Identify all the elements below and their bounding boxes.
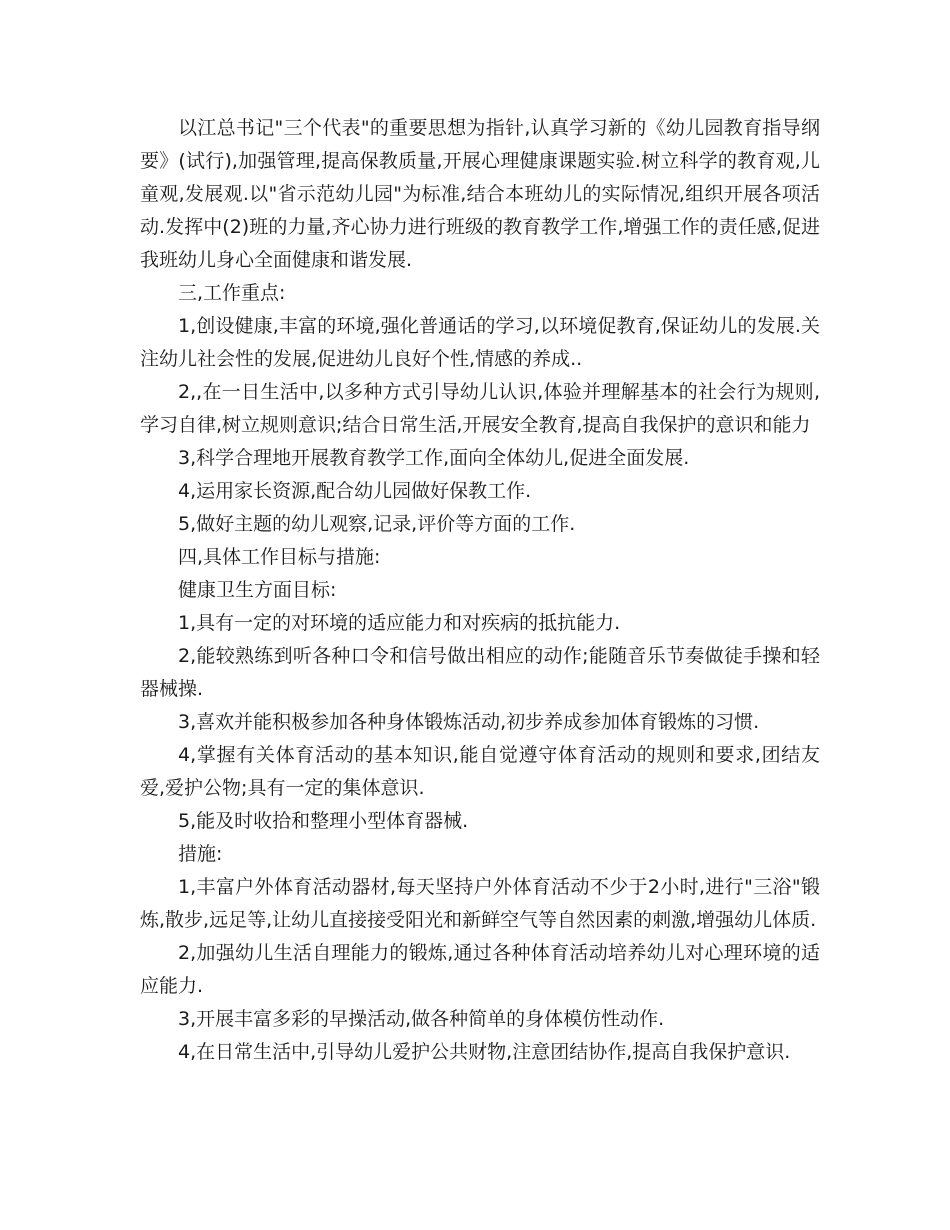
paragraph-goal-1: 1,具有一定的对环境的适应能力和对疾病的抵抗能力. — [178, 612, 621, 634]
heading-measures: 措施: — [178, 843, 223, 865]
paragraph-guiding-principle: 以江总书记"三个代表"的重要思想为指针,认真学习新的《幼儿园教育指导纲要》(试行),加强管理,提高保教质量,开展心理健康课题实验.树立科学的教育观,儿童观,发展观.以"省示范幼儿园"为标准,结合本班幼儿的实际情况,组织开展各项活动.发挥中(2)班的力量,齐心协力进行班级的教育教学工作,增强工作的责任感,促进我班幼儿身心全面健康和谐发展. — [140, 117, 820, 271]
paragraph-measure-1: 1,丰富户外体育活动器材,每天坚持户外体育活动不少于2小时,进行"三浴"锻炼,散步,远足等,让幼儿直接接受阳光和新鲜空气等自然因素的刺激,增强幼儿体质. — [140, 876, 820, 931]
paragraph-measure-3: 3,开展丰富多彩的早操活动,做各种简单的身体模仿性动作. — [178, 1008, 665, 1030]
paragraph-measure-4: 4,在日常生活中,引导幼儿爱护公共财物,注意团结协作,提高自我保护意识. — [178, 1041, 791, 1063]
paragraph-focus-3: 3,科学合理地开展教育教学工作,面向全体幼儿,促进全面发展. — [178, 447, 690, 469]
paragraph-goal-4: 4,掌握有关体育活动的基本知识,能自觉遵守体育活动的规则和要求,团结友爱,爱护公物;具有一定的集体意识. — [140, 744, 820, 799]
paragraph-goal-3: 3,喜欢并能积极参加各种身体锻炼活动,初步养成参加体育锻炼的习惯. — [178, 711, 760, 733]
heading-work-focus: 三,工作重点: — [178, 282, 286, 304]
paragraph-focus-1: 1,创设健康,丰富的环境,强化普通话的学习,以环境促教育,保证幼儿的发展.关注幼儿社会性的发展,促进幼儿良好个性,情感的养成.. — [140, 315, 820, 370]
paragraph-focus-4: 4,运用家长资源,配合幼儿园做好保教工作. — [178, 480, 532, 502]
document-body — [140, 112, 820, 1069]
paragraph-goal-5: 5,能及时收拾和整理小型体育器械. — [178, 810, 469, 832]
heading-goals-measures: 四,具体工作目标与措施: — [178, 546, 381, 568]
paragraph-focus-5: 5,做好主题的幼儿观察,记录,评价等方面的工作. — [178, 513, 576, 535]
paragraph-goal-2: 2,能较熟练到听各种口令和信号做出相应的动作;能随音乐节奏做徒手操和轻器械操. — [140, 645, 820, 700]
heading-health-goals: 健康卫生方面目标: — [178, 579, 337, 601]
paragraph-measure-2: 2,加强幼儿生活自理能力的锻炼,通过各种体育活动培养幼儿对心理环境的适应能力. — [140, 942, 820, 997]
paragraph-focus-2: 2,,在一日生活中,以多种方式引导幼儿认识,体验并理解基本的社会行为规则,学习自律,树立规则意识;结合日常生活,开展安全教育,提高自我保护的意识和能力 — [140, 381, 820, 436]
